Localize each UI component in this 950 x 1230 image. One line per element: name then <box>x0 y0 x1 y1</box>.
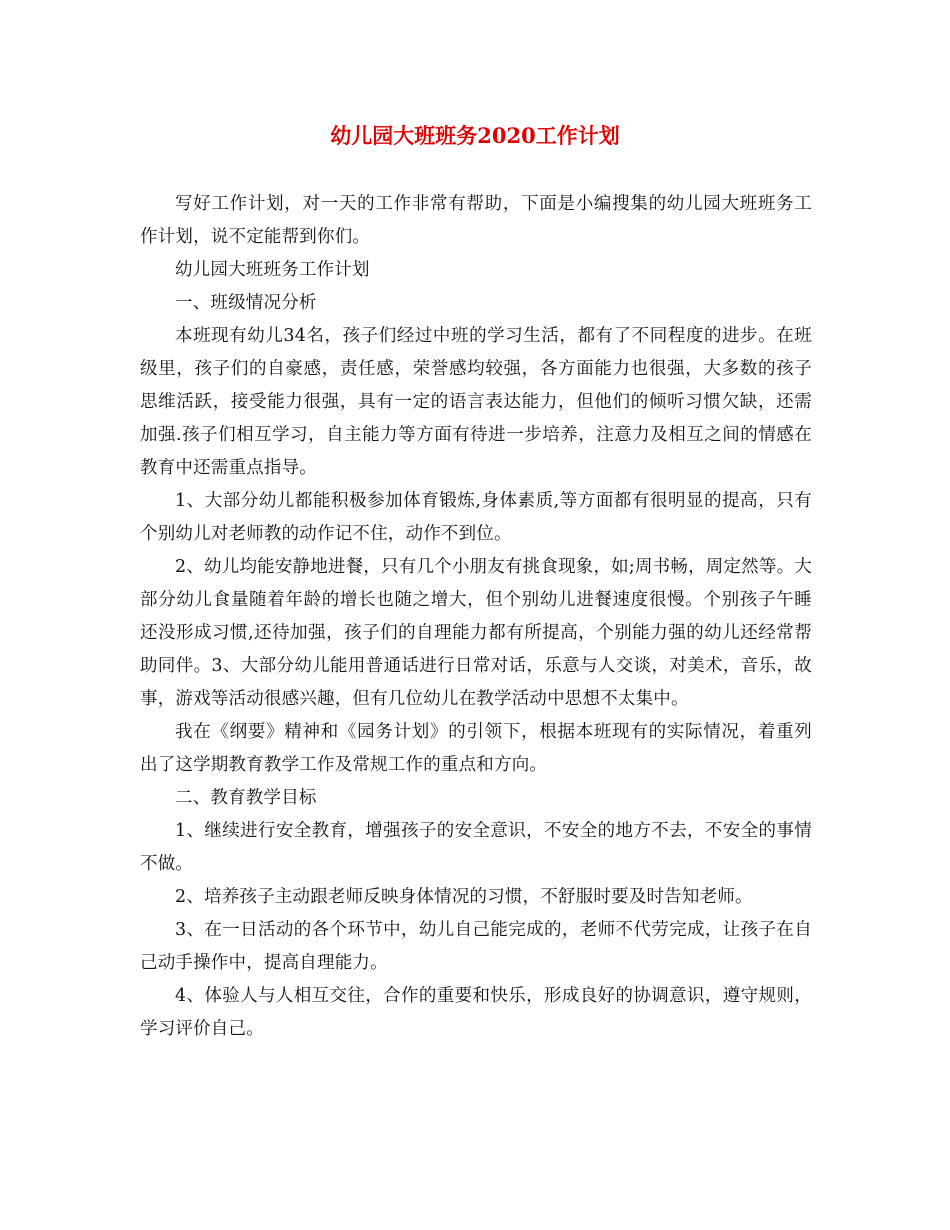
guidance-paragraph: 我在《纲要》精神和《园务计划》的引领下，根据本班现有的实际情况，着重列出了这学期教育教学工作及常规工作的重点和方向。 <box>140 722 812 775</box>
goal-item-3: 3、在一日活动的各个环节中，幼儿自己能完成的，老师不代劳完成，让孩子在自己动手操作中，提高自理能力。 <box>140 920 812 973</box>
intro-paragraph: 写好工作计划，对一天的工作非常有帮助，下面是小编搜集的幼儿园大班班务工作计划，说不定能帮到你们。 <box>140 194 812 247</box>
analysis-item-1: 1、大部分幼儿都能积极参加体育锻炼,身体素质,等方面都有很明显的提高，只有个别幼儿对老师教的动作记不住，动作不到位。 <box>140 491 812 544</box>
section-heading-class-analysis: 一、班级情况分析 <box>175 293 317 313</box>
document-title: 幼儿园大班班务2020工作计划 <box>330 123 620 148</box>
plan-heading: 幼儿园大班班务工作计划 <box>175 260 370 280</box>
goal-item-1: 1、继续进行安全教育，增强孩子的安全意识，不安全的地方不去，不安全的事情不做。 <box>140 821 812 874</box>
document-body <box>140 188 812 1046</box>
goal-item-2: 2、培养孩子主动跟老师反映身体情况的习惯，不舒服时要及时告知老师。 <box>175 887 753 907</box>
goal-item-4: 4、体验人与人相互交往，合作的重要和快乐，形成良好的协调意识，遵守规则，学习评价自己。 <box>140 986 812 1039</box>
class-analysis-paragraph: 本班现有幼儿34名，孩子们经过中班的学习生活，都有了不同程度的进步。在班级里，孩子们的自豪感，责任感，荣誉感均较强，各方面能力也很强，大多数的孩子思维活跃，接受能力很强，具有一定的语言表达能力，但他们的倾听习惯欠缺，还需加强.孩子们相互学习，自主能力等方面有待进一步培养，注意力及相互之间的情感在教育中还需重点指导。 <box>140 326 812 478</box>
analysis-item-2: 2、幼儿均能安静地进餐，只有几个小朋友有挑食现象，如;周书畅，周定然等。大部分幼儿食量随着年龄的增长也随之增大，但个别幼儿进餐速度很慢。个别孩子午睡还没形成习惯,还待加强，孩子们的自理能力都有所提高，个别能力强的幼儿还经常帮助同伴。3、大部分幼儿能用普通话进行日常对话，乐意与人交谈，对美术，音乐，故事，游戏等活动很感兴趣，但有几位幼儿在教学活动中思想不太集中。 <box>140 557 812 709</box>
section-heading-teaching-goals: 二、教育教学目标 <box>175 788 317 808</box>
